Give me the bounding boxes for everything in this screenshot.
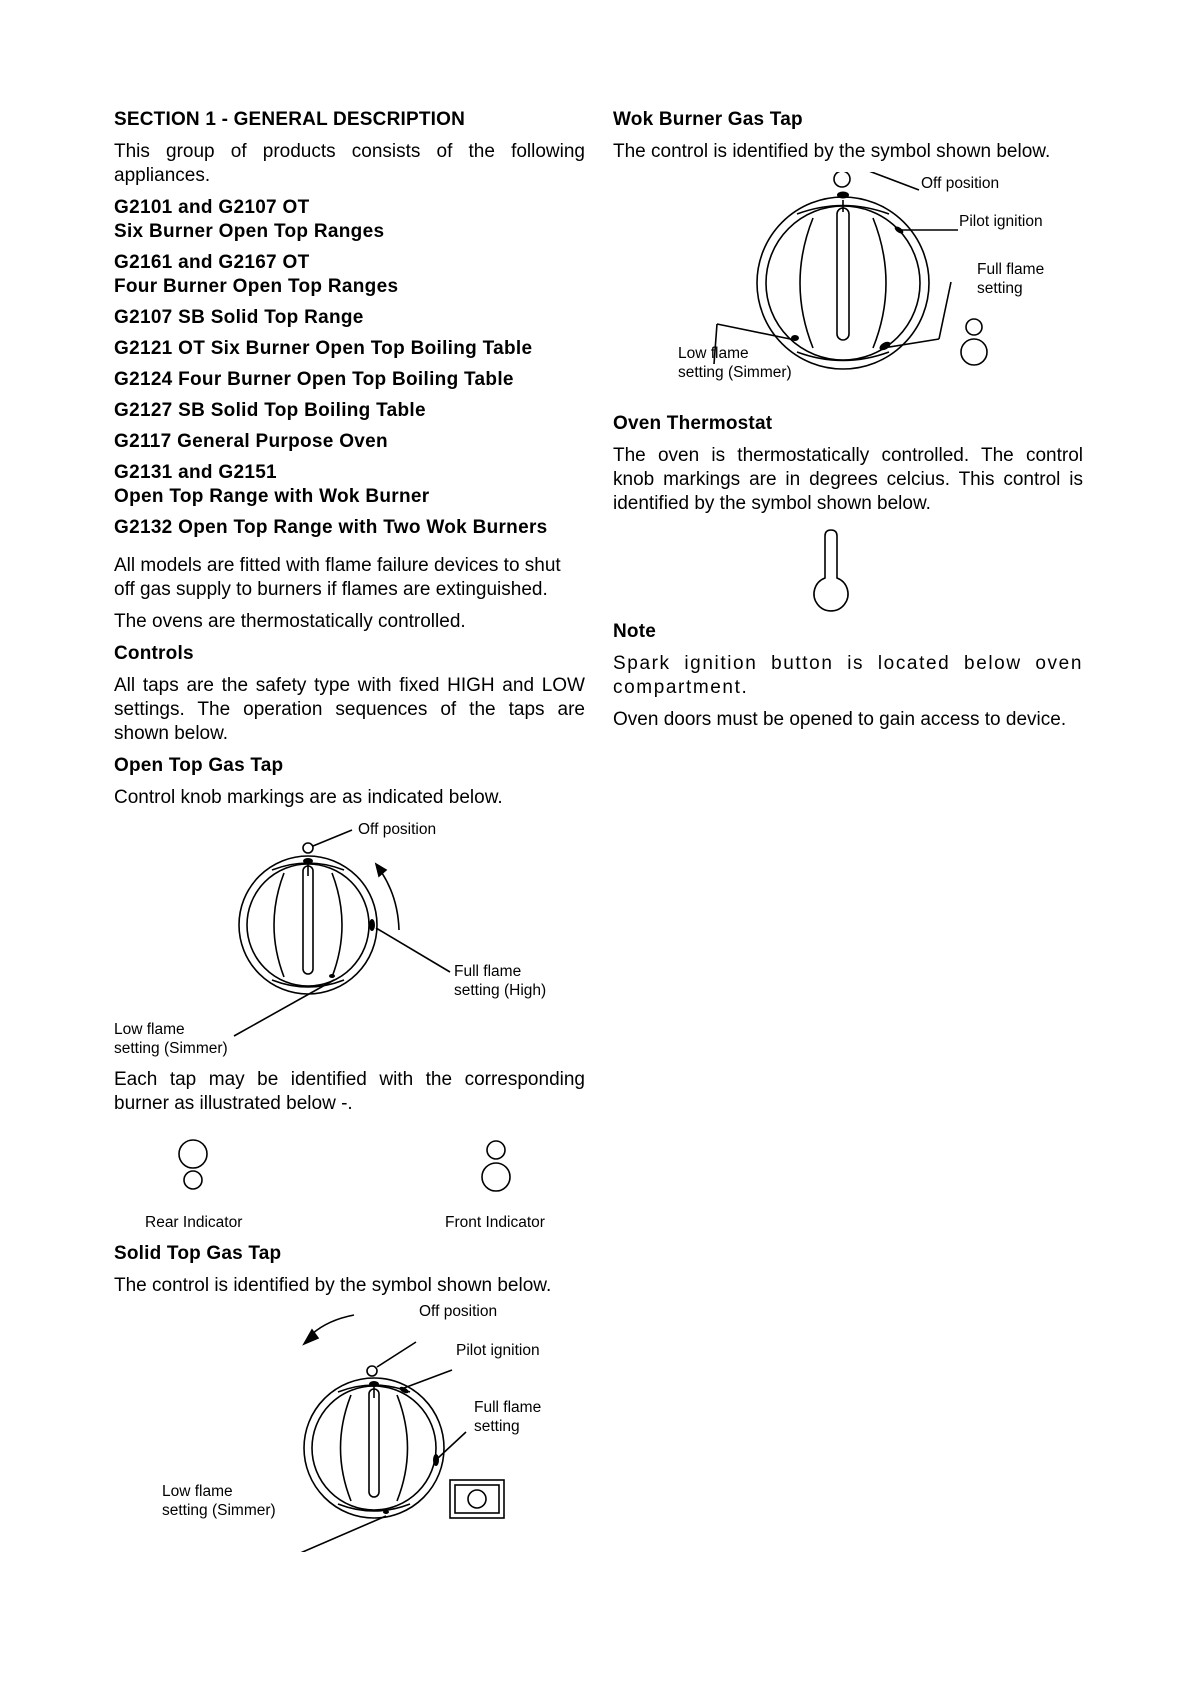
model-code: G2121 OT Six Burner Open Top Boiling Table bbox=[114, 338, 533, 359]
controls-heading: Controls bbox=[114, 643, 194, 664]
model-code: G2107 SB Solid Top Range bbox=[114, 307, 364, 328]
model-code: G2161 and G2167 OT bbox=[114, 252, 310, 273]
pilot-ignition-label: Pilot ignition bbox=[959, 213, 1043, 230]
wok-text: The control is identified by the symbol shown below. bbox=[613, 141, 1051, 162]
off-position-label: Off position bbox=[419, 1303, 498, 1320]
doors-text: Oven doors must be opened to gain access to device. bbox=[613, 709, 1067, 730]
full-flame-line1: Full flame bbox=[454, 963, 522, 980]
full-flame-line2: setting bbox=[474, 1418, 520, 1435]
wok-heading: Wok Burner Gas Tap bbox=[613, 109, 803, 130]
pilot-ignition-label: Pilot ignition bbox=[456, 1342, 540, 1359]
model-item bbox=[114, 430, 585, 454]
note-text: Spark ignition button is located below oven compartment. bbox=[613, 653, 1083, 698]
rear-indicator-small-circle bbox=[184, 1171, 202, 1189]
solid-top-knob-figure bbox=[114, 1303, 585, 1552]
indicator-figure bbox=[114, 1124, 585, 1242]
model-code: G2117 General Purpose Oven bbox=[114, 431, 388, 452]
model-item bbox=[114, 337, 585, 361]
model-code: G2101 and G2107 OT bbox=[114, 197, 310, 218]
model-desc: Four Burner Open Top Ranges bbox=[114, 276, 399, 297]
model-item bbox=[114, 196, 585, 244]
full-flame-line1: Full flame bbox=[977, 261, 1045, 278]
model-code: G2132 Open Top Range with Two Wok Burners bbox=[114, 517, 548, 538]
left-column bbox=[114, 108, 585, 1552]
off-position-label: Off position bbox=[921, 175, 1000, 192]
low-flame-line2: setting (Simmer) bbox=[162, 1502, 276, 1519]
thermometer-icon bbox=[613, 524, 1083, 620]
full-flame-label bbox=[474, 1398, 541, 1436]
full-flame-line1: Full flame bbox=[474, 1399, 542, 1416]
open-top-text: Control knob markings are as indicated below. bbox=[114, 787, 503, 808]
model-list bbox=[114, 196, 585, 540]
note-heading: Note bbox=[613, 621, 657, 642]
front-indicator-small-circle bbox=[487, 1141, 505, 1159]
thermometer-figure bbox=[613, 524, 1083, 620]
solid-top-heading: Solid Top Gas Tap bbox=[114, 1243, 282, 1264]
model-code: G2124 Four Burner Open Top Boiling Table bbox=[114, 369, 514, 390]
model-item bbox=[114, 461, 585, 509]
low-flame-line2: setting (Simmer) bbox=[114, 1040, 228, 1057]
intro-text: This group of products consists of the following appliances. bbox=[114, 141, 585, 186]
low-flame-line1: Low flame bbox=[114, 1021, 185, 1038]
model-desc: Six Burner Open Top Ranges bbox=[114, 221, 385, 242]
model-item bbox=[114, 368, 585, 392]
model-desc: Open Top Range with Wok Burner bbox=[114, 486, 430, 507]
low-flame-line2: setting (Simmer) bbox=[678, 364, 792, 381]
low-flame-label bbox=[162, 1482, 276, 1520]
model-item bbox=[114, 399, 585, 423]
low-flame-label bbox=[114, 1020, 228, 1058]
full-flame-line2: setting bbox=[977, 280, 1023, 297]
front-indicator-label: Front Indicator bbox=[445, 1214, 545, 1231]
section-title: SECTION 1 - GENERAL DESCRIPTION bbox=[114, 109, 466, 130]
oven-text: The oven is thermostatically controlled. The control knob markings are in degrees celcius. This control is identified by the symbol shown below. bbox=[613, 445, 1083, 514]
right-column bbox=[613, 108, 1083, 740]
front-indicator-large-circle bbox=[482, 1163, 510, 1191]
open-top-knob-figure bbox=[114, 818, 585, 1068]
full-flame-label bbox=[454, 962, 546, 1000]
model-code: G2131 and G2151 bbox=[114, 462, 277, 483]
open-top-heading: Open Top Gas Tap bbox=[114, 755, 284, 776]
solid-top-text: The control is identified by the symbol shown below. bbox=[114, 1275, 552, 1296]
low-flame-label bbox=[678, 344, 792, 382]
low-flame-line1: Low flame bbox=[678, 345, 749, 362]
low-flame-line1: Low flame bbox=[162, 1483, 233, 1500]
controls-text: All taps are the safety type with fixed HIGH and LOW settings. The operation sequences of the taps are shown below. bbox=[114, 675, 585, 744]
flame-failure-text: All models are fitted with flame failure devices to shut off gas supply to burners if flames are extinguished. bbox=[114, 555, 561, 600]
rear-indicator-large-circle bbox=[179, 1140, 207, 1168]
tap-identify-text: Each tap may be identified with the corresponding burner as illustrated below -. bbox=[114, 1069, 585, 1114]
rear-indicator-label: Rear Indicator bbox=[145, 1214, 243, 1231]
model-item bbox=[114, 251, 585, 299]
full-flame-label bbox=[977, 260, 1044, 298]
oven-heading: Oven Thermostat bbox=[613, 413, 773, 434]
model-item bbox=[114, 516, 585, 540]
full-flame-line2: setting (High) bbox=[454, 982, 547, 999]
model-item bbox=[114, 306, 585, 330]
off-position-label: Off position bbox=[358, 821, 437, 838]
ovens-thermo-text: The ovens are thermostatically controlled. bbox=[114, 611, 466, 632]
wok-knob-figure bbox=[613, 172, 1083, 412]
model-code: G2127 SB Solid Top Boiling Table bbox=[114, 400, 426, 421]
